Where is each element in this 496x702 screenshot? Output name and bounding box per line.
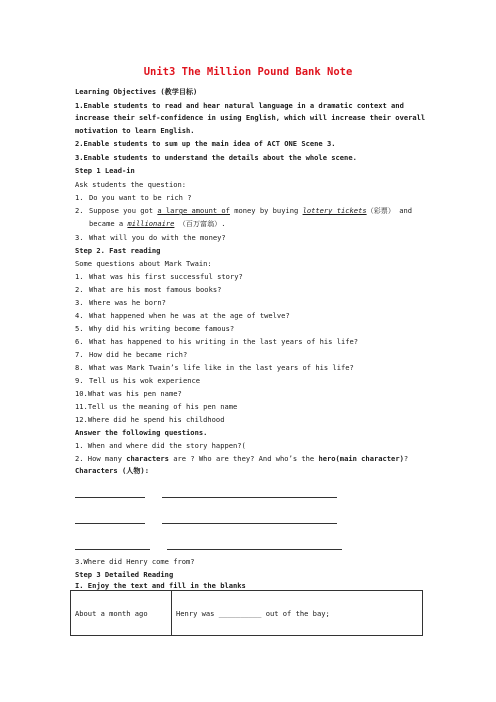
step2-question: [75, 298, 166, 307]
table-cell-event: [172, 591, 423, 636]
question-number: 6.: [75, 337, 84, 346]
question-number: 2.: [75, 285, 84, 294]
answer-blank[interactable]: [75, 523, 145, 524]
step2-question: [75, 272, 243, 281]
answer-blank[interactable]: [167, 549, 342, 550]
underlined-phrase: lottery tickets: [302, 206, 367, 215]
answer-question: 3.Where did Henry come from?: [75, 557, 195, 566]
question-text: are ? Who are they? And who’s the: [168, 454, 319, 463]
bold-term: hero(main character): [318, 454, 404, 463]
question-number: 8.: [75, 363, 84, 372]
answer-question: 1. When and where did the story happen?(: [75, 441, 246, 450]
question-text: became a: [89, 219, 128, 228]
answer-blank[interactable]: [162, 497, 337, 498]
question-text: What happened when he was at the age of twelve?: [89, 311, 290, 320]
question-text: ?: [403, 454, 409, 463]
objective-line: motivation to learn English.: [75, 126, 195, 135]
question-number: 2.: [75, 206, 84, 215]
question-number: 1.: [75, 272, 84, 281]
question-text: Tell us his wok experience: [89, 376, 201, 385]
characters-label: Characters (人物):: [75, 466, 149, 475]
question-number: 5.: [75, 324, 84, 333]
step2-question: [75, 324, 234, 333]
question-text: What was his first successful story?: [89, 272, 243, 281]
table-row: [71, 591, 423, 636]
step2-question: [75, 376, 200, 385]
underlined-phrase: millionaire: [127, 219, 175, 228]
step2-question: [75, 285, 221, 294]
answer-question: [75, 454, 408, 463]
step2-question: [75, 415, 224, 424]
step2-intro: Some questions about Mark Twain:: [75, 259, 212, 268]
bold-term: characters: [126, 454, 169, 463]
step2-heading: Step 2. Fast reading: [75, 246, 161, 255]
step2-question: [75, 363, 354, 372]
objective-line: 1.Enable students to read and hear natural language in a dramatic context and: [75, 101, 404, 110]
step2-question: [75, 350, 187, 359]
objective-line: 3.Enable students to understand the details about the whole scene.: [75, 153, 357, 162]
objective-line: increase their self-confidence in using English, which will increase their overall: [75, 113, 426, 122]
question-number: 1.: [75, 193, 84, 202]
question-text: Where was he born?: [89, 298, 166, 307]
question-text: What was Mark Twain’s life like in the last years of his life?: [89, 363, 354, 372]
question-text: Why did his writing become famous?: [89, 324, 235, 333]
step1-heading: Step 1 Lead-in: [75, 166, 135, 175]
step1-question: [75, 233, 226, 242]
document-title: Unit3 The Million Pound Bank Note: [143, 66, 353, 78]
question-number: 9.: [75, 376, 84, 385]
question-text: What are his most famous books?: [89, 285, 222, 294]
event-text: out of the bay;: [261, 608, 330, 618]
step3-heading: Step 3 Detailed Reading: [75, 570, 174, 579]
table-cell-time: About a month ago: [71, 591, 172, 636]
question-text: 2. How many: [75, 454, 127, 463]
underlined-phrase: a large amount of: [157, 206, 230, 215]
answer-blank[interactable]: [75, 497, 145, 498]
question-number: 3.: [75, 298, 84, 307]
question-text: What has happened to his writing in the last years of his life?: [89, 337, 359, 346]
question-number: 4.: [75, 311, 84, 320]
fill-in-table: [70, 590, 423, 636]
step1-intro: Ask students the question:: [75, 180, 187, 189]
fill-blank[interactable]: __________: [218, 608, 262, 618]
step2-question: [75, 402, 237, 411]
step1-question: [75, 193, 192, 202]
event-text: Henry was: [176, 608, 219, 618]
step1-question: [75, 206, 412, 215]
step2-question: [75, 337, 358, 346]
answer-blank[interactable]: [75, 549, 150, 550]
question-text: Suppose you got: [89, 206, 158, 215]
step3-subheading: I. Enjoy the text and fill in the blanks: [75, 581, 246, 590]
question-text: What will you do with the money?: [89, 233, 226, 242]
question-text: money by buying: [229, 206, 303, 215]
learning-objectives-heading: Learning Objectives (教学目标): [75, 87, 198, 96]
question-number: 3.: [75, 233, 84, 242]
question-number: 10.: [75, 389, 88, 398]
question-number: 12.: [75, 415, 88, 424]
question-text: （百万富翁）.: [174, 219, 226, 228]
objective-line: 2.Enable students to sum up the main idea of ACT ONE Scene 3.: [75, 139, 336, 148]
question-text: Where did he spend his childhood: [87, 415, 225, 424]
question-text: What was his pen name?: [87, 389, 182, 398]
question-text: How did he became rich?: [89, 350, 188, 359]
step2-question: [75, 389, 182, 398]
question-text: （彩票） and: [366, 206, 413, 215]
question-text: Do you want to be rich ?: [89, 193, 192, 202]
step2-question: [75, 311, 290, 320]
question-text: Tell us the meaning of his pen name: [87, 402, 238, 411]
answer-blank[interactable]: [162, 523, 337, 524]
step1-question-continued: [89, 219, 226, 228]
question-number: 11.: [75, 402, 88, 411]
answer-heading: Answer the following questions.: [75, 428, 208, 437]
question-number: 7.: [75, 350, 84, 359]
